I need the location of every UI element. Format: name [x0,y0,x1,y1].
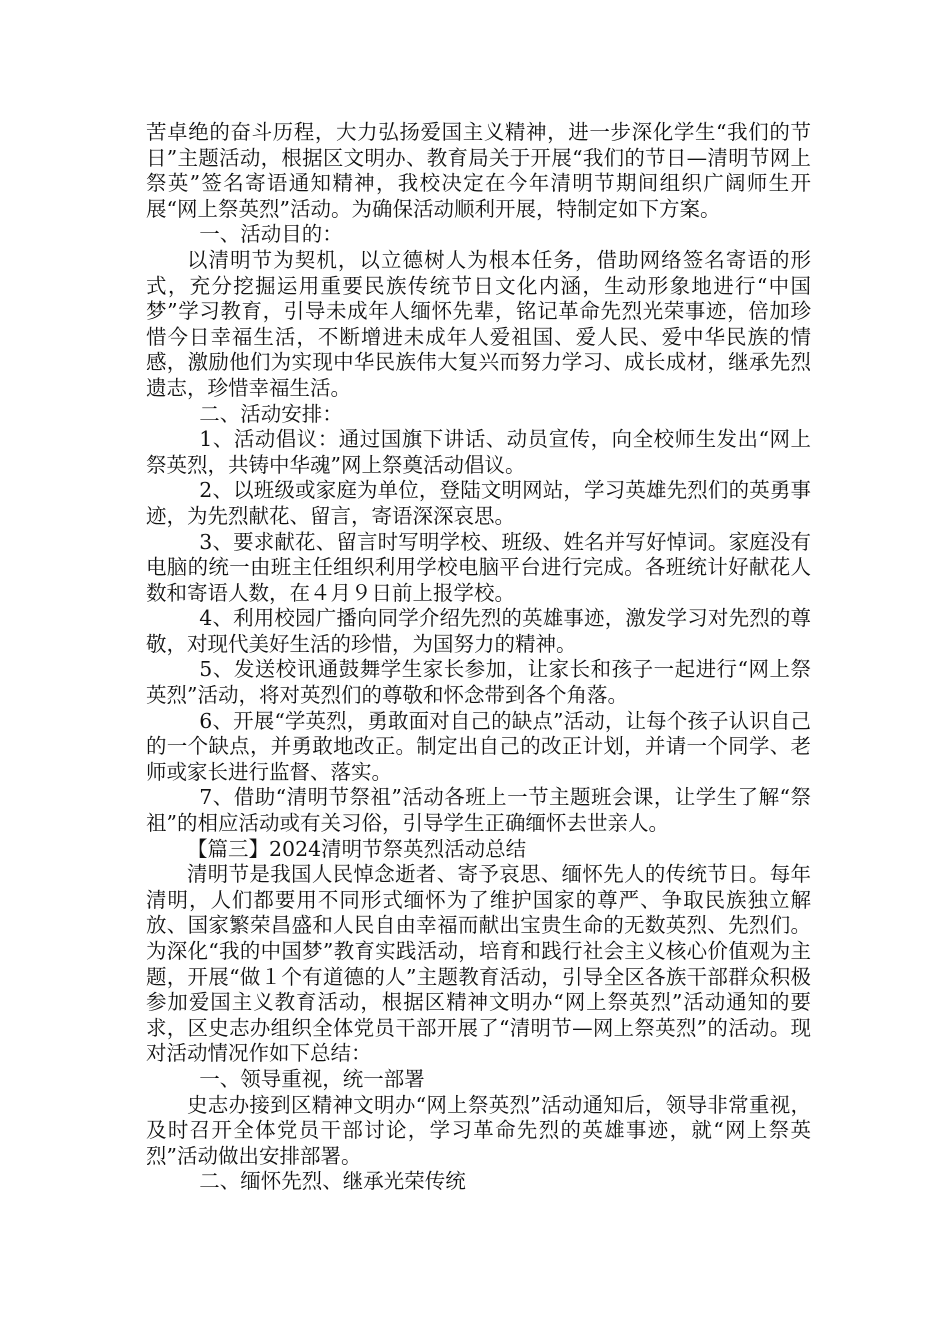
paragraph-continued-intro: 苦卓绝的奋斗历程，大力弘扬爱国主义精神，进一步深化学生“我们的节日”主题活动，根据区文明办、教育局关于开展“我们的节日—清明节网上祭英”签名寄语通知精神，我校决定在今年清明节期间组织广阔师生开展“网上祭英烈”活动。为确保活动顺利开展，特制定如下方案。 [146,120,811,221]
paragraph-summary-intro: 清明节是我国人民悼念逝者、寄予哀思、缅怀先人的传统节日。每年清明，人们都要用不同形式缅怀为了维护国家的尊严、争取民族独立解放、国家繁荣昌盛和人民自由幸福而献出宝贵生命的无数英烈、先烈们。为深化“我的中国梦”教育实践活动，培育和践行社会主义核心价值观为主题，开展“做１个有道德的人”主题教育活动，引导全区各族干部群众积极参加爱国主义教育活动，根据区精神文明办“网上祭英烈”活动通知的要求，区史志办组织全体党员干部开展了“清明节—网上祭英烈”的活动。现对活动情况作如下总结： [146,862,811,1066]
paragraph-activity-purpose: 以清明节为契机，以立德树人为根本任务，借助网络签名寄语的形式，充分挖掘运用重要民族传统节日文化内涵，生动形象地进行“中国梦”学习教育，引导未成年人缅怀先辈，铭记革命先烈光荣事迹，倍加珍惜今日幸福生活，不断增进未成年人爱祖国、爱人民、爱中华民族的情感，激励他们为实现中华民族伟大复兴而努力学习、成长成材，继承先烈遗志，珍惜幸福生活。 [146,247,811,400]
list-item-5: 5、发送校讯通鼓舞学生家长参加，让家长和孩子一起进行“网上祭英烈”活动，将对英烈们的尊敬和怀念带到各个角落。 [146,657,811,708]
document-body [146,120,811,1195]
list-item-4: 4、利用校园广播向同学介绍先烈的英雄事迹，激发学习对先烈的尊敬，对现代美好生活的珍惜，为国努力的精神。 [146,606,811,656]
list-item-3: 3、要求献花、留言时写明学校、班级、姓名并写好悼词。家庭没有电脑的统一由班主任组织利用学校电脑平台进行完成。各班统计好献花人数和寄语人数，在４月９日前上报学校。 [146,529,811,605]
paragraph-leadership: 史志办接到区精神文明办“网上祭英烈”活动通知后，领导非常重视，及时召开全体党员干部讨论，学习革命先烈的英雄事迹，就“网上祭英烈”活动做出安排部署。 [146,1092,811,1168]
list-item-7: 7、借助“清明节祭祖”活动各班上一节主题班会课，让学生了解“祭祖”的相应活动或有关习俗，引导学生正确缅怀去世亲人。 [146,785,811,836]
section-title-part-three: 【篇三】2024清明节祭英烈活动总结 [187,836,527,861]
heading-leadership: 一、领导重视，统一部署 [199,1066,425,1091]
list-item-1: 1、活动倡议：通过国旗下讲话、动员宣传，向全校师生发出“网上祭英烈，共铸中华魂”网上祭奠活动倡议。 [146,427,811,477]
list-item-2: 2、以班级或家庭为单位，登陆文明网站，学习英雄先烈们的英勇事迹，为先烈献花、留言，寄语深深哀思。 [146,478,811,528]
heading-activity-purpose: 一、活动目的： [199,222,343,247]
heading-activity-arrangement: 二、活动安排： [199,401,343,426]
list-item-6: 6、开展“学英烈，勇敢面对自己的缺点”活动，让每个孩子认识自己的一个缺点，并勇敢地改正。制定出自己的改正计划，并请一个同学、老师或家长进行监督、落实。 [146,708,811,784]
heading-commemorate: 二、缅怀先烈、继承光荣传统 [199,1169,466,1194]
